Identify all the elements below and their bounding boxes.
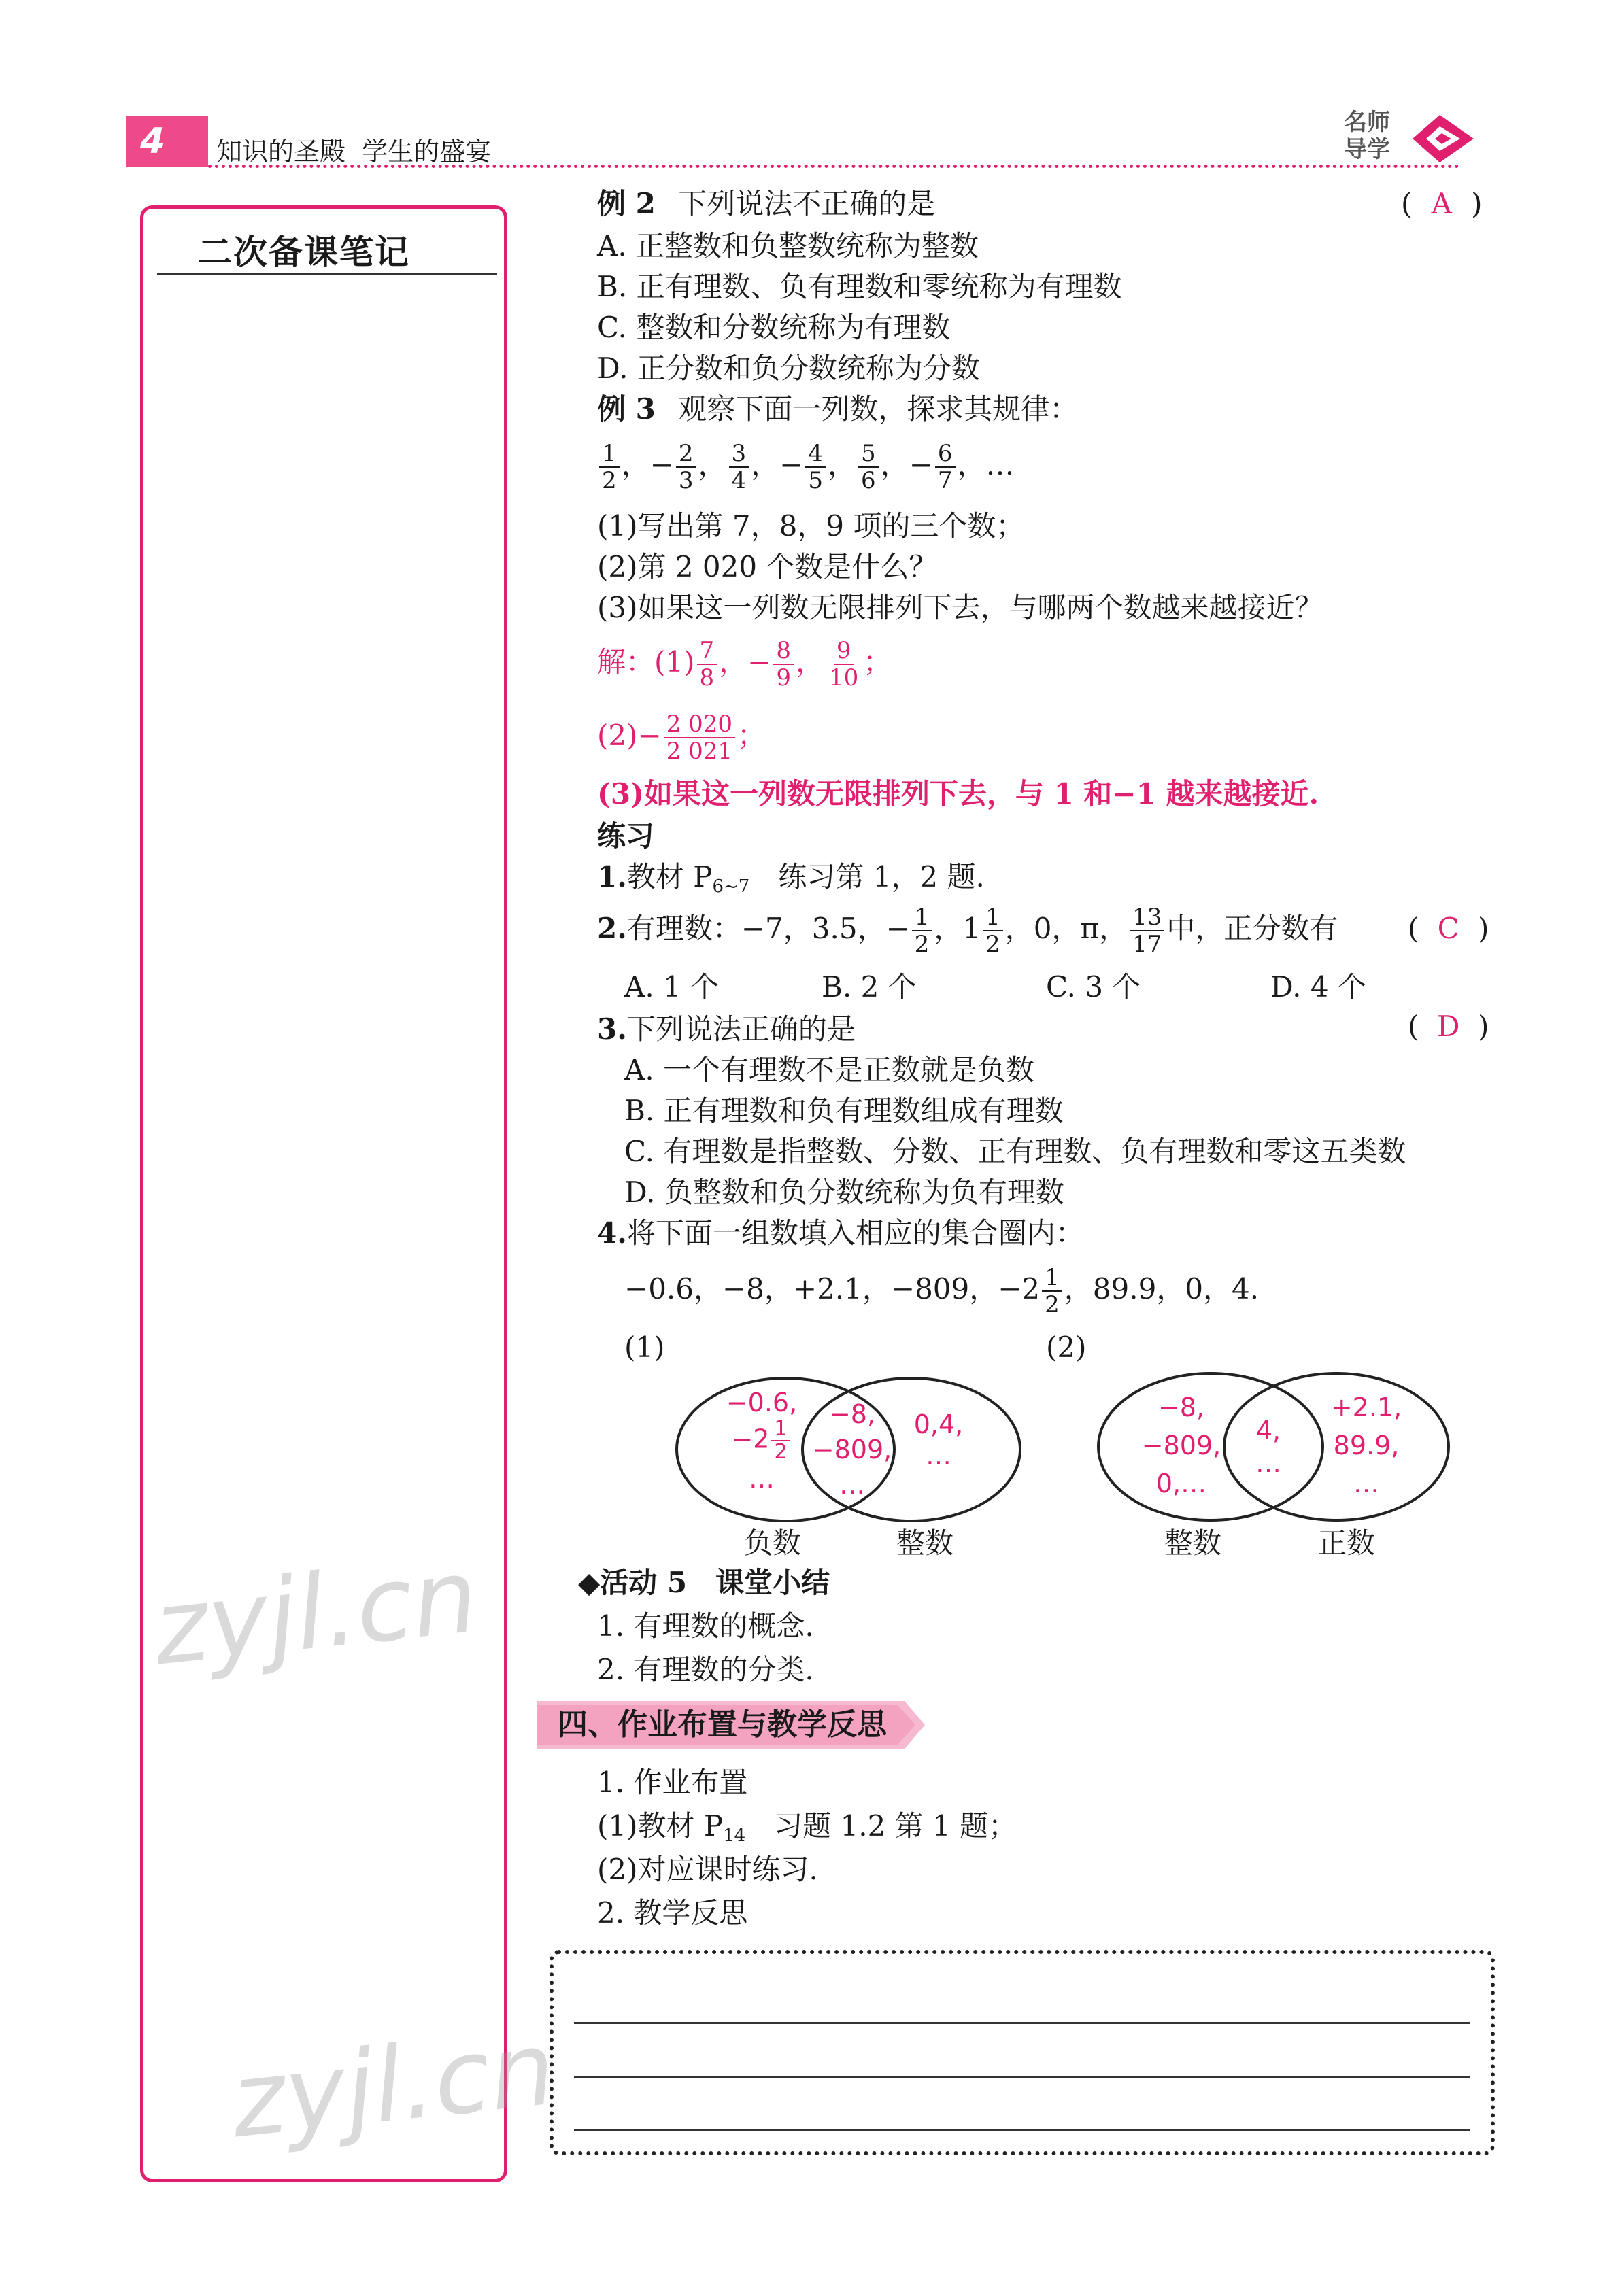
fraction: $\frac{1}{2}$ [771,1418,790,1463]
venn2-right-name: 正数 [1318,1526,1376,1560]
fraction: $\frac{3}{4}$ [729,441,749,494]
practice-title: 练习 [597,819,655,853]
practice-q2-option: D. 4 个 [1270,970,1366,1004]
homework-title: 1. 作业布置 [597,1766,748,1799]
practice-q3-option: D. 负整数和负分数统称为负有理数 [624,1176,1064,1209]
fraction: $\frac{6}{7}$ [935,441,956,494]
watermark: zyjl.cn [148,1537,483,1689]
example3-label: 例 3 [597,392,656,426]
venn2-middle-items: 4, … [1255,1416,1281,1478]
example2-option: D. 正分数和负分数统称为分数 [597,352,980,385]
reflection-title: 2. 教学反思 [597,1896,748,1930]
venn1-left-name: 负数 [744,1526,802,1560]
venn2-left-name: 整数 [1164,1526,1222,1560]
example2-option: A. 正整数和负整数统称为整数 [597,229,979,262]
header-dotted-line [208,165,1459,168]
practice-q2-answer: ( C ) [1408,912,1489,945]
example3-subquestion: (2)第 2 020 个数是什么？ [597,550,938,583]
example2-question: 例 2 下列说法不正确的是 [597,187,936,220]
venn1-right-name: 整数 [896,1526,954,1560]
example3-subquestion: (3)如果这一列数无限排列下去，与哪两个数越来越接近？ [597,591,1323,624]
fraction: $\frac{5}{6}$ [858,441,879,494]
writing-line[interactable] [574,2076,1470,2078]
brand-logo-icon [1409,112,1477,166]
fraction: $\frac{9}{10}$ [829,637,859,691]
activity5-item: 1. 有理数的概念. [597,1609,814,1643]
activity5-title: ◆活动 5 课堂小结 [578,1566,830,1599]
venn1-label: (1) [624,1331,665,1364]
practice-q2-option: A. 1 个 [624,970,720,1004]
venn2-right-items: +2.1, 89.9, … [1330,1392,1402,1498]
practice-q3-answer: ( D ) [1408,1010,1489,1043]
venn2-label: (2) [1046,1331,1087,1364]
example3-question: 例 3 观察下面一列数，探求其规律： [597,392,1079,426]
brand-logo [1344,107,1487,169]
example3-solution-part3: (3)如果这一列数无限排列下去，与 1 和−1 越来越接近. [597,777,1319,810]
brand-logo-text: 名师 导学 [1344,109,1390,163]
fraction: $\frac{1}{2}$ [1042,1265,1062,1318]
page-header [126,109,1390,173]
example2-answer: ( A ) [1401,187,1483,220]
venn2-left-items: −8, −809, 0,… [1141,1392,1221,1498]
fraction: $\frac{1}{2}$ [983,904,1003,957]
reflection-box [550,1950,1495,2155]
watermark: zyjl.cn [226,2009,560,2161]
practice-q3: 3.下列说法正确的是 [597,1012,856,1046]
activity5-item: 2. 有理数的分类. [597,1653,814,1686]
practice-q3-option: A. 一个有理数不是正数就是负数 [624,1053,1035,1086]
sidebar-title: 二次备课笔记 [198,232,410,272]
motto: 知识的圣殿 学生的盛宴 [216,137,492,167]
section4-banner [537,1701,925,1749]
homework-item: (2)对应课时练习. [597,1853,818,1886]
venn1-right-items: 0,4, … [913,1409,964,1471]
venn1-middle-items: −8, −809, … [812,1399,892,1500]
practice-q3-option: B. 正有理数和负有理数组成有理数 [624,1094,1064,1127]
venn1-left-items: −0.6, −2 $\frac{1}{2}$ … [726,1388,798,1494]
example3-subquestion: (1)写出第 7，8，9 项的三个数； [597,509,1025,543]
fraction: $\frac{13}{17}$ [1130,904,1164,957]
fraction: $\frac{1}{2}$ [912,904,932,957]
practice-q2-option: B. 2 个 [822,970,917,1004]
practice-q1: 1.教材 $P_{6\sim 7}$ 练习第 1，2 题. [597,860,985,897]
practice-q2-option: C. 3 个 [1046,970,1141,1004]
fraction: $\frac{2}{3}$ [676,441,696,494]
homework-item: (1)教材 $P_{14}$ 习题 1.2 第 1 题； [597,1809,1017,1846]
fraction: $\frac{1}{2}$ [599,441,620,494]
example2-option: B. 正有理数、负有理数和零统称为有理数 [597,270,1122,303]
example3-solution-part1: 解：(1) $\frac{7}{8}$ ，− $\frac{8}{9}$ ， $\frac{9}{10}$ ； [597,637,892,691]
section4-title: 四、作业布置与教学反思 [558,1707,887,1742]
fraction: $\frac{4}{5}$ [805,441,826,494]
writing-line[interactable] [574,2129,1470,2131]
page-number-tab [126,116,208,167]
practice-q4: 4.将下面一组数填入相应的集合圈内： [597,1216,1084,1250]
example2-option: C. 整数和分数统称为有理数 [597,311,951,344]
practice-q4-numbers: −0.6，−8，+2.1，−809，−2 $\frac{1}{2}$ ，89.9，0，4. [624,1264,1260,1318]
practice-q3-option: C. 有理数是指整数、分数、正有理数、负有理数和零这五类数 [624,1135,1406,1168]
fraction: $\frac{2 020}{2 021}$ [664,711,735,764]
notes-sidebar [140,205,507,2182]
example2-label: 例 2 [597,187,656,220]
writing-line[interactable] [574,2022,1470,2024]
example3-sequence: $\frac{1}{2}$ ，− $\frac{2}{3}$ ， $\frac{3}{4}$ ，− $\frac{4}{5}$ ， $\frac{5}{6}$ ，− $\frac{6}{7}$ ，… [597,438,1015,494]
example3-solution-part2: (2)− $\frac{2 020}{2 021}$ ； [597,710,766,765]
practice-q2: 2.有理数：−7，3.5，− $\frac{1}{2}$ ，1 $\frac{1}{2}$ ，0，π， $\frac{13}{17}$ 中，正分数有 [597,904,1338,958]
fraction: $\frac{8}{9}$ [773,638,794,691]
fraction: $\frac{7}{8}$ [697,638,717,691]
sidebar-title-underline [157,273,497,275]
page-number: 4 [140,121,165,162]
